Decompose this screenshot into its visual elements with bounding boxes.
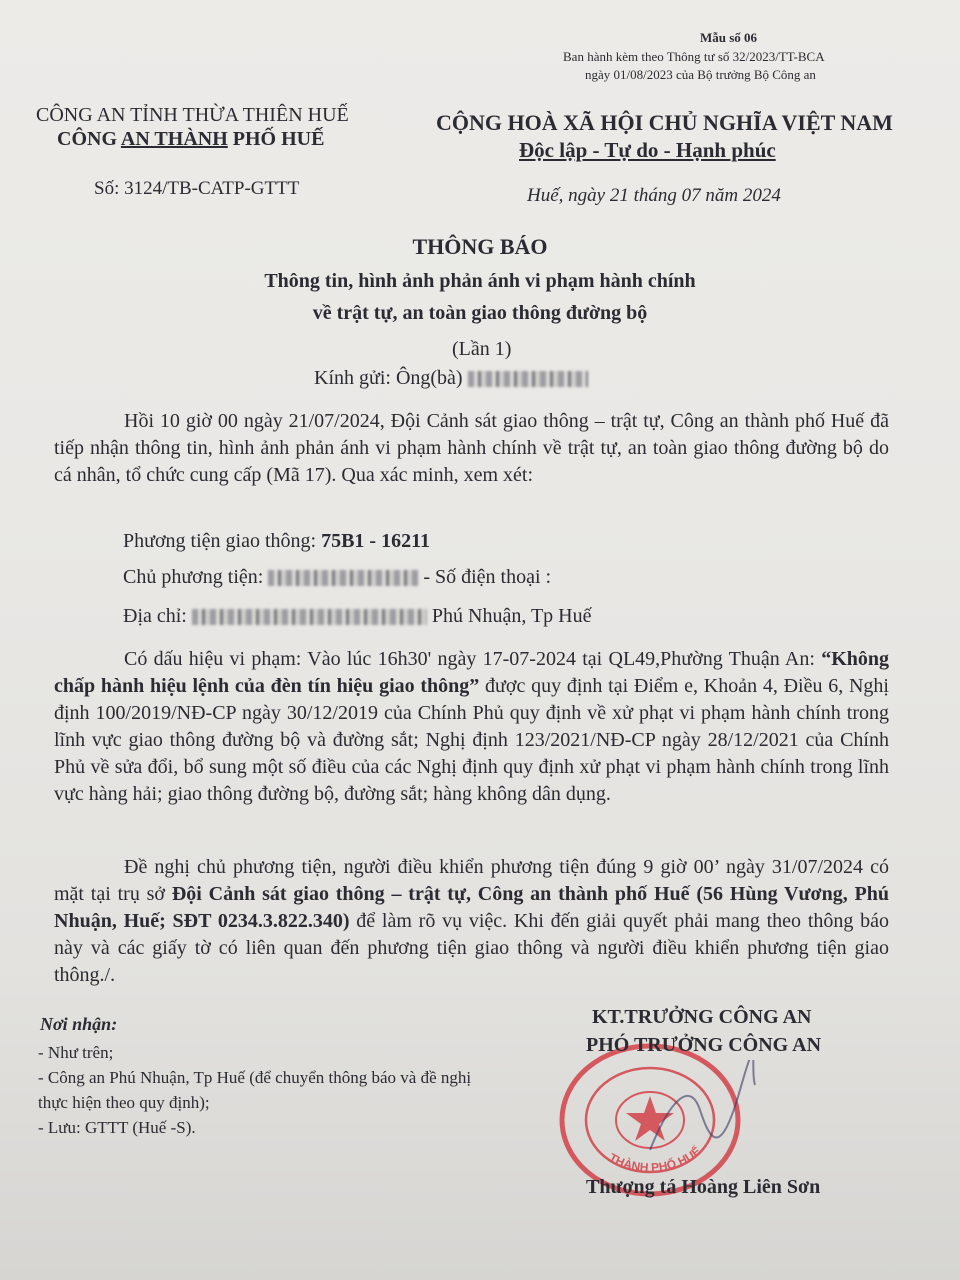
recipient-item: - Công an Phú Nhuận, Tp Huế (để chuyển thông báo và đề nghị thực hiện theo quy định); — [38, 1068, 472, 1112]
signature-authority-2: PHÓ TRƯỞNG CÔNG AN — [586, 1034, 822, 1056]
handwritten-signature — [640, 1060, 760, 1170]
violation-intro: Có dấu hiệu vi phạm: Vào lúc 16h30' ngày 17-07-2024 tại QL49,Phường Thuận An: — [124, 648, 822, 670]
document-subtitle-2: về trật tự, an toàn giao thông đường bộ — [312, 302, 648, 324]
greeting-label: Kính gửi: Ông(bà) — [314, 367, 468, 389]
vehicle-plate: 75B1 - 16211 — [321, 530, 430, 552]
agency-name — [57, 128, 324, 151]
redacted-owner-name — [268, 570, 418, 586]
seal-text: THÀNH PHỐ HUẾ — [606, 1144, 704, 1175]
agency-name-part: PHỐ HUẾ — [227, 128, 325, 150]
redacted-recipient-name — [468, 371, 588, 387]
greeting — [314, 367, 588, 390]
form-issued-line-1: Ban hành kèm theo Thông tư số 32/2023/TT-BCA — [563, 49, 825, 64]
agency-name-underlined: AN THÀNH — [120, 128, 228, 150]
intro-paragraph: Hồi 10 giờ 00 ngày 21/07/2024, Đội Cảnh sát giao thông – trật tự, Công an thành phố Huế đã tiếp nhận thông tin, hình ảnh phản ánh vi phạm hành chính về trật tự, an toàn giao thông đường bộ do cá nhân, tổ chức cung cấp (Mã 17). Qua xác minh, xem xét: — [54, 410, 889, 486]
address-tail: Phú Nhuận, Tp Huế — [426, 605, 592, 627]
vehicle-label: Phương tiện giao thông: — [123, 530, 322, 552]
violation-paragraph — [54, 646, 889, 808]
request-office: Đội Cảnh sát giao thông – trật tự, Công an thành phố Huế (56 Hùng Vương, Phú Nhuận, Huế; SĐT 0234.3.822.340) — [54, 883, 889, 932]
signer-name: Thượng tá Hoàng Liên Sơn — [586, 1176, 821, 1198]
violation-description: “Không chấp hành hiệu lệnh của đèn tín hiệu giao thông” — [54, 648, 889, 697]
agency-parent: CÔNG AN TỈNH THỪA THIÊN HUẾ — [36, 104, 349, 126]
form-issued-line-2: ngày 01/08/2023 của Bộ trưởng Bộ Công an — [585, 67, 816, 82]
request-instructions: để làm rõ vụ việc. Khi đến giải quyết phải mang theo thông báo này và các giấy tờ có liên quan đến phương tiện giao thông và người điều khiển phương tiện giao thông./. — [54, 910, 890, 986]
phone-label: - Số điện thoại : — [418, 566, 552, 588]
request-paragraph — [54, 854, 889, 989]
address-line — [123, 605, 592, 628]
motto: Độc lập - Tự do - Hạnh phúc — [519, 138, 776, 162]
issue-date: Huế, ngày 21 tháng 07 năm 2024 — [527, 185, 781, 206]
address-label: Địa chỉ: — [123, 605, 192, 627]
document-number: Số: 3124/TB-CATP-GTTT — [94, 178, 300, 199]
document-subtitle-1: Thông tin, hình ảnh phản ánh vi phạm hành chính — [264, 270, 696, 292]
form-number: Mẫu số 06 — [700, 30, 758, 45]
request-intro: Đề nghị chủ phương tiện, người điều khiển phương tiện đúng 9 giờ 00’ ngày 31/07/2024 có mặt tại trụ sở — [54, 856, 889, 905]
nation-title: CỘNG HOÀ XÃ HỘI CHỦ NGHĨA VIỆT NAM — [436, 110, 893, 135]
redacted-address — [192, 609, 427, 625]
owner-line — [123, 566, 551, 589]
owner-label: Chủ phương tiện: — [123, 566, 269, 588]
document-title: THÔNG BÁO — [412, 234, 548, 259]
recipient-item: - Như trên; — [38, 1043, 114, 1062]
signature-authority-1: KT.TRƯỞNG CÔNG AN — [592, 1006, 812, 1028]
recipient-item: - Lưu: GTTT (Huế -S). — [38, 1118, 196, 1137]
recipients-title: Nơi nhận: — [40, 1014, 118, 1034]
violation-legal-basis: được quy định tại Điểm e, Khoản 4, Điều 6, Nghị định 100/2019/NĐ-CP ngày 30/12/2019 của Chính Phủ quy định về xử phạt vi phạm hành chính trong lĩnh vực giao thông đường bộ và đường sắt; Nghị định 123/2021/NĐ-CP ngày 28/12/2021 của Chính Phủ về sửa đổi, bổ sung một số điều của các Nghị định quy định xử phạt vi phạm hành chính trong lĩnh vực hàng hải; giao thông đường bộ, đường sắt; hàng không dân dụng. — [54, 675, 889, 805]
agency-name-part: CÔNG — [57, 128, 121, 150]
notice-round: (Lần 1) — [452, 338, 512, 360]
vehicle-line — [123, 530, 430, 553]
